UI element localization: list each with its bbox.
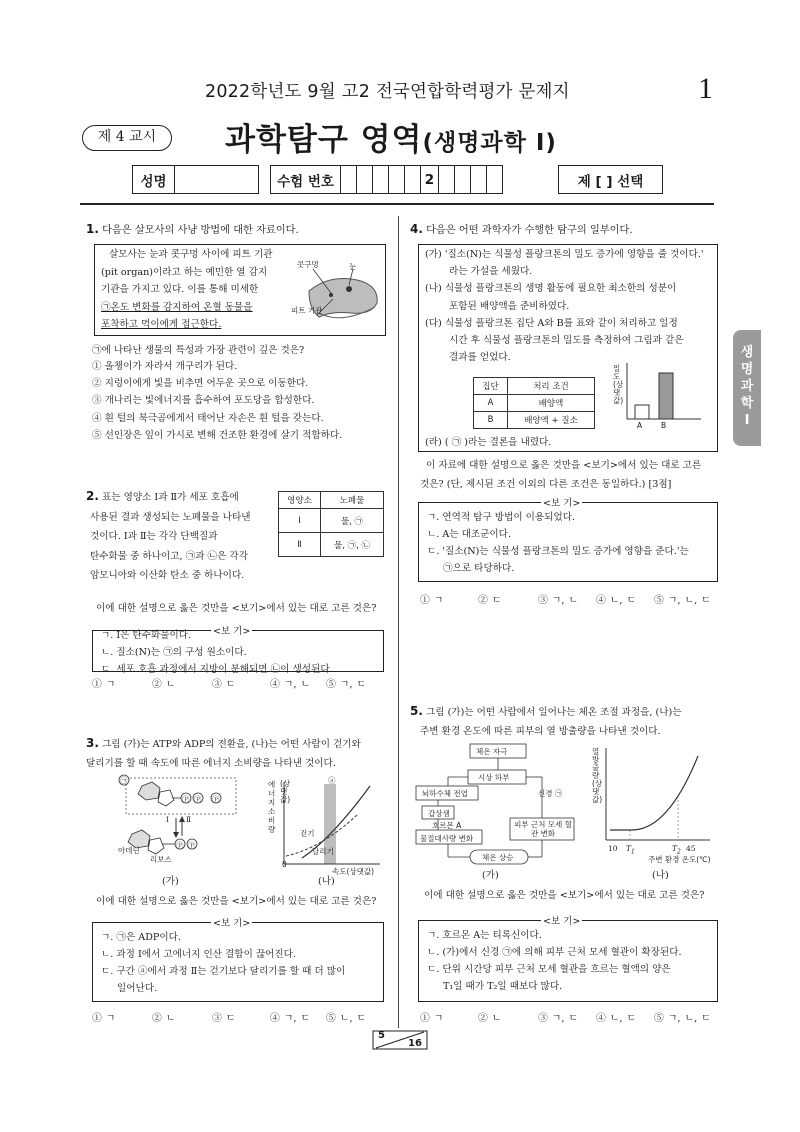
q4-bogi-item: ㄱ. 연역적 탐구 방법이 이용되었다. (427, 512, 576, 523)
q5-choice[interactable]: ① ㄱ (420, 1013, 444, 1024)
q2-bogi-title: <보 기> (211, 623, 252, 637)
q2-question: 이에 대한 설명으로 옳은 것만을 <보기>에서 있는 대로 고른 것은? (96, 603, 377, 614)
q4-step-line: 포함된 배양액을 준비하였다. (449, 300, 570, 312)
q4-step-line: 식물성 플랑크톤의 생명 활동에 필요한 최소한의 성분이 (444, 283, 677, 295)
q2-bogi-item: ㄱ. Ⅰ은 탄수화물이다. (101, 630, 192, 641)
q3-bogi-items (101, 929, 345, 997)
q3-bogi-box (92, 918, 384, 1002)
q4-step-line: 라는 가설을 세웠다. (449, 266, 533, 278)
q4-bogi-title: <보 기> (541, 495, 582, 509)
t2-sub: 2 (677, 848, 681, 856)
q5-bogi-item: ㄱ. 호르몬 A는 티록신이다. (427, 930, 542, 941)
q1-option[interactable]: ④ 흰 털의 북극곰에게서 태어난 자손은 흰 털을 갖는다. (92, 412, 324, 424)
q2-table-header: 노폐물 (321, 492, 384, 509)
eye-label: 눈 (349, 262, 357, 271)
subject-main: 과학탐구 영역 (225, 122, 423, 158)
q4-table-cell: A (474, 395, 508, 412)
q4-question-line: 이 자료에 대한 설명으로 옳은 것만을 <보기>에서 있는 대로 고른 (426, 460, 702, 471)
q1-line: (pit organ)이라고 하는 예민한 열 감지 (101, 266, 268, 278)
q3-caption-ga: (가) (162, 876, 179, 887)
name-box (132, 165, 259, 194)
exam-number-cell[interactable] (471, 166, 487, 194)
q3-caption-na: (나) (318, 876, 335, 887)
column-divider (398, 216, 399, 1028)
pit-label: 피트 기관 (291, 306, 323, 315)
q3-number: 3. (86, 736, 99, 750)
exam-number-cell[interactable] (405, 166, 421, 194)
q4-choice[interactable]: ④ ㄴ, ㄷ (596, 595, 637, 606)
q5-line: 그림 (가)는 어떤 사람에서 일어나는 체온 조절 과정을, (나)는 (425, 707, 682, 718)
name-label: 성명 (133, 166, 175, 194)
atp-adp-diagram (112, 772, 252, 882)
q5-bogi-title: <보 기> (541, 913, 582, 927)
q4-bogi-item: ㄷ. '질소(N)는 식물성 플랑크톤의 밀도 증가에 영향을 준다.'는 (427, 546, 689, 557)
q4-step-label: (다) (425, 317, 442, 329)
q3-choice[interactable]: ③ ㄷ (212, 1013, 236, 1024)
q4-choice[interactable]: ① ㄱ (420, 595, 444, 606)
q2-line: 암모니아와 이산화 탄소 중 하나이다. (90, 570, 245, 581)
flow-stimulus: 체온 자극 (476, 747, 508, 756)
q1-line: 포착하고 먹이에게 접근한다. (101, 319, 222, 330)
flow-thyroid: 갑상샘 (428, 809, 450, 818)
q3-choice[interactable]: ④ ㄱ, ㄷ (270, 1013, 311, 1024)
q4-table-cell: 배양액 (508, 395, 595, 412)
q4-table (473, 377, 595, 429)
phosphate-icon: Ⓟ (182, 795, 190, 804)
q2-stem (86, 487, 276, 586)
exam-number-box (270, 165, 503, 194)
adenine-label: 아데닌 (118, 846, 140, 855)
exam-title: 2022학년도 9월 고2 전국연합학력평가 문제지 (205, 82, 570, 102)
q2-choice[interactable]: ① ㄱ (92, 679, 116, 690)
q1-title-text: 다음은 살모사의 사냥 방법에 대한 자료이다. (102, 225, 299, 236)
q3-choice[interactable]: ⑤ ㄴ, ㄷ (326, 1013, 367, 1024)
q2-choice[interactable]: ⑤ ㄱ, ㄷ (326, 679, 367, 690)
bar-a-label: A (637, 421, 643, 430)
q3-choice[interactable]: ① ㄱ (92, 1013, 116, 1024)
q5-choice[interactable]: ② ㄴ (478, 1013, 502, 1024)
q2-line: 탄수화물 중 하나이고, ㉠과 ㉡은 각각 (90, 550, 248, 562)
q4-bogi-box (418, 498, 718, 582)
q4-step-label: (나) (425, 283, 442, 295)
q1-option[interactable]: ⑤ 선인장은 잎이 가시로 변해 건조한 환경에 살기 적합하다. (92, 429, 343, 441)
subject-title (225, 114, 557, 159)
page-current: 5 (378, 1030, 385, 1041)
origin-label: 0 (282, 860, 287, 869)
q2-line: 표는 영양소 Ⅰ과 Ⅱ가 세포 호흡에 (101, 492, 239, 503)
interval-a-marker: ⓐ (328, 776, 336, 785)
flow-hypothalamus: 시상 하부 (478, 773, 510, 782)
q4-bogi-item: ㄴ. A는 대조군이다. (427, 529, 511, 540)
q4-bogi-item: ㉠으로 타당하다. (443, 563, 515, 574)
q2-line: 것이다. Ⅰ과 Ⅱ는 각각 단백질과 (90, 531, 218, 542)
t2-letter: T (672, 844, 678, 853)
t1-sub: 1 (631, 848, 635, 856)
page-total: 16 (408, 1038, 422, 1049)
q4-step-line: ( ㉠ )라는 결론을 내렸다. (444, 437, 552, 448)
phosphate-icon: Ⓟ (188, 841, 196, 850)
q1-options (92, 358, 342, 444)
q4-table-cell: 배양액 + 질소 (508, 412, 595, 429)
q4-density-chart (623, 359, 703, 429)
q2-table-cell: 물, ㉠ (321, 509, 384, 533)
thermoregulation-flowchart (414, 742, 594, 868)
q5-graph-xlabel: 주변 환경 온도(℃) (648, 855, 711, 864)
exam-number-digit: 2 (421, 166, 439, 194)
q4-step-line: 식물성 플랑크톤 집단 A와 B를 표와 같이 처리하고 일정 (444, 317, 678, 329)
q3-choice[interactable]: ② ㄴ (152, 1013, 176, 1024)
session-badge: 제 4 교시 (82, 125, 172, 151)
q2-table (278, 491, 384, 557)
q4-question (420, 456, 701, 494)
flow-nerve: 신경 ㉠ (538, 789, 563, 798)
q4-bogi-items (427, 509, 689, 577)
phosphate-icon: Ⓟ (194, 795, 202, 804)
q2-bogi-box (92, 626, 384, 675)
flow-pituitary: 뇌하수체 전엽 (422, 789, 468, 798)
q1-number: 1. (86, 222, 99, 236)
q4-step-line: '질소(N)는 식물성 플랑크톤의 밀도 증가에 영향을 줄 것이다.' (444, 249, 704, 260)
q4-table-cell: B (474, 412, 508, 429)
q4-step (425, 246, 704, 366)
page-number: 1 (698, 72, 713, 105)
exam-number-cell[interactable] (373, 166, 389, 194)
q3-bogi-item: ㄷ. 구간 ⓐ에서 과정 Ⅱ는 걷기보다 달리기를 할 때 더 많이 (101, 966, 346, 977)
exam-number-cell[interactable] (357, 166, 373, 194)
q2-choice[interactable]: ③ ㄷ (212, 679, 236, 690)
q3-graph-yunit: (상댓값) (280, 779, 291, 804)
q1-option[interactable]: ② 지렁이에게 빛을 비추면 어두운 곳으로 이동한다. (92, 378, 309, 390)
exam-number-cell[interactable] (487, 166, 503, 194)
q2-number: 2. (86, 489, 99, 503)
q4-table-header: 처리 조건 (508, 378, 595, 395)
q1-line: 살모사는 눈과 콧구멍 사이에 피트 기관 (109, 249, 273, 260)
run-label: 달리기 (312, 847, 334, 856)
q2-table-header: 영양소 (279, 492, 321, 509)
q4-procedure-box (418, 244, 718, 452)
bar-b-label: B (661, 421, 667, 430)
q3-bogi-item: 일어난다. (117, 983, 158, 994)
q5-choice[interactable]: ⑤ ㄱ, ㄴ, ㄷ (654, 1013, 711, 1024)
q2-choice[interactable]: ④ ㄱ, ㄴ (270, 679, 311, 690)
x-tick-10: 10 (608, 844, 618, 853)
exam-number-cell[interactable] (439, 166, 455, 194)
selection-box (558, 165, 663, 194)
q2-bogi-items (101, 627, 333, 678)
heat-release-graph (602, 744, 712, 846)
q4-choice[interactable]: ③ ㄱ, ㄴ (538, 595, 579, 606)
q4-step-line: 결과를 얻었다. (449, 352, 511, 364)
q5-choice[interactable]: ④ ㄴ, ㄷ (596, 1013, 637, 1024)
q3-bogi-item: ㄴ. 과정 Ⅰ에서 고에너지 인산 결합이 끊어진다. (101, 949, 297, 960)
q3-line: 그림 (가)는 ATP와 ADP의 전환을, (나)는 어떤 사람이 걷기와 (101, 739, 361, 750)
q2-table-cell: Ⅰ (279, 509, 321, 533)
ribose-label: 리보스 (150, 855, 172, 864)
exam-number-cell[interactable] (341, 166, 357, 194)
q5-caption-na: (나) (652, 870, 669, 881)
x-tick-t1 (626, 844, 635, 856)
q5-bogi-item: ㄴ. (가)에서 신경 ㉠에 의해 피부 근처 모세 혈관이 확장된다. (427, 947, 682, 958)
q4-question-line: 것은? (단, 제시된 조건 이외의 다른 조건은 동일하다.) [3점] (420, 479, 672, 490)
q3-graph-ylabel: 에너지 소비량 (268, 780, 276, 834)
q5-bogi-item: T₁일 때가 T₂일 때보다 많다. (443, 981, 563, 992)
q2-choice[interactable]: ② ㄴ (152, 679, 176, 690)
flow-capillary: 피부 근처 모세 혈관 변화 (514, 820, 572, 838)
side-tab (733, 330, 761, 446)
flow-hormone: 호르몬 A (432, 821, 462, 830)
q1-option[interactable]: ① 올챙이가 자라서 개구리가 된다. (92, 361, 238, 372)
q5-bogi-item: ㄷ. 단위 시간당 피부 근처 모세 혈관을 흐르는 혈액의 양은 (427, 964, 671, 975)
q3-bogi-title: <보 기> (211, 915, 252, 929)
q1-option[interactable]: ③ 개나리는 빛에너지를 흡수하여 포도당을 합성한다. (92, 395, 315, 407)
selection-label[interactable]: 제 [ ] 선택 (559, 166, 663, 194)
q1-line: 기관을 가지고 있다. 이를 통해 미세한 (101, 284, 259, 295)
process-2-label: Ⅱ (186, 815, 192, 824)
name-field[interactable] (175, 166, 259, 194)
q3-bogi-item: ㄱ. ㉠은 ADP이다. (101, 932, 181, 943)
exam-number-label: 수험 번호 (271, 166, 341, 194)
x-tick-45: 45 (686, 844, 696, 853)
q5-line: 주변 환경 온도에 따른 피부의 열 방출량을 나타낸 것이다. (420, 726, 661, 737)
q1-line: ㉠온도 변화를 감지하여 온혈 동물을 (101, 301, 253, 313)
flow-metabolism: 물질대사량 변화 (420, 834, 474, 843)
q4-step-line: 시간 후 식물성 플랑크톤의 밀도를 측정하여 그림과 같은 (449, 335, 684, 347)
q5-choice[interactable]: ③ ㄱ, ㄷ (538, 1013, 579, 1024)
q4-chart-ylabel: 밀도(상댓값) (613, 364, 624, 405)
q1-question: ㉠에 나타난 생물의 특성과 가장 관련이 깊은 것은? (92, 345, 305, 356)
q2-bogi-item: ㄷ. 세포 호흡 과정에서 지방이 분해되면 ㉡이 생성된다. (101, 664, 333, 675)
side-tab-text: 생명과학Ⅰ (740, 345, 754, 428)
flow-rise: 체온 상승 (482, 853, 514, 862)
process-1-label: Ⅰ (166, 815, 169, 824)
q5-question: 이에 대한 설명으로 옳은 것만을 <보기>에서 있는 대로 고른 것은? (424, 890, 705, 901)
nostril-label: 콧구멍 (297, 260, 319, 269)
atp-circle-label: ㉠ (120, 776, 128, 785)
subject-sub: (생명과학 Ⅰ) (422, 130, 557, 156)
q3-stem (86, 734, 361, 773)
q4-table-header: 집단 (474, 378, 508, 395)
exam-number-cell[interactable] (455, 166, 471, 194)
q1-passage (101, 246, 283, 334)
q2-table-cell: Ⅱ (279, 533, 321, 557)
q4-step-label: (라) (425, 437, 442, 448)
speed-label: 속도(상댓값) (332, 867, 375, 876)
q4-number: 4. (410, 222, 423, 236)
q5-number: 5. (410, 704, 423, 718)
q4-choice[interactable]: ② ㄷ (478, 595, 502, 606)
q5-caption-ga: (가) (482, 870, 499, 881)
q5-bogi-box (418, 916, 718, 1002)
q4-title-text: 다음은 어떤 과학자가 수행한 탐구의 일부이다. (426, 225, 633, 236)
header-rule (80, 203, 714, 205)
q4-step-d (425, 433, 551, 452)
phosphate-icon: Ⓟ (212, 795, 220, 804)
q3-question: 이에 대한 설명으로 옳은 것만을 <보기>에서 있는 대로 고른 것은? (96, 896, 377, 907)
q2-line: 사용된 결과 생성되는 노폐물을 나타낸 (90, 511, 251, 523)
q5-bogi-items (427, 927, 682, 995)
phosphate-icon: Ⓟ (176, 841, 184, 850)
q2-table-cell: 물, ㉠, ㉡ (321, 533, 384, 557)
t1-letter: T (626, 844, 632, 853)
q5-stem (410, 702, 682, 741)
q4-choice[interactable]: ⑤ ㄱ, ㄴ, ㄷ (654, 595, 711, 606)
exam-number-cell[interactable] (389, 166, 405, 194)
q5-graph-ylabel: 열 방출량(상댓값) (592, 747, 603, 804)
q2-bogi-item: ㄴ. 질소(N)는 ㉠의 구성 원소이다. (101, 647, 247, 658)
q3-line: 달리기를 할 때 속도에 따른 에너지 소비량을 나타낸 것이다. (86, 758, 336, 769)
q1-title (86, 221, 299, 239)
q4-title (410, 221, 633, 239)
q1-passage-box (94, 244, 386, 336)
q4-step-label: (가) (425, 249, 442, 260)
walk-label: 걷기 (300, 829, 315, 838)
